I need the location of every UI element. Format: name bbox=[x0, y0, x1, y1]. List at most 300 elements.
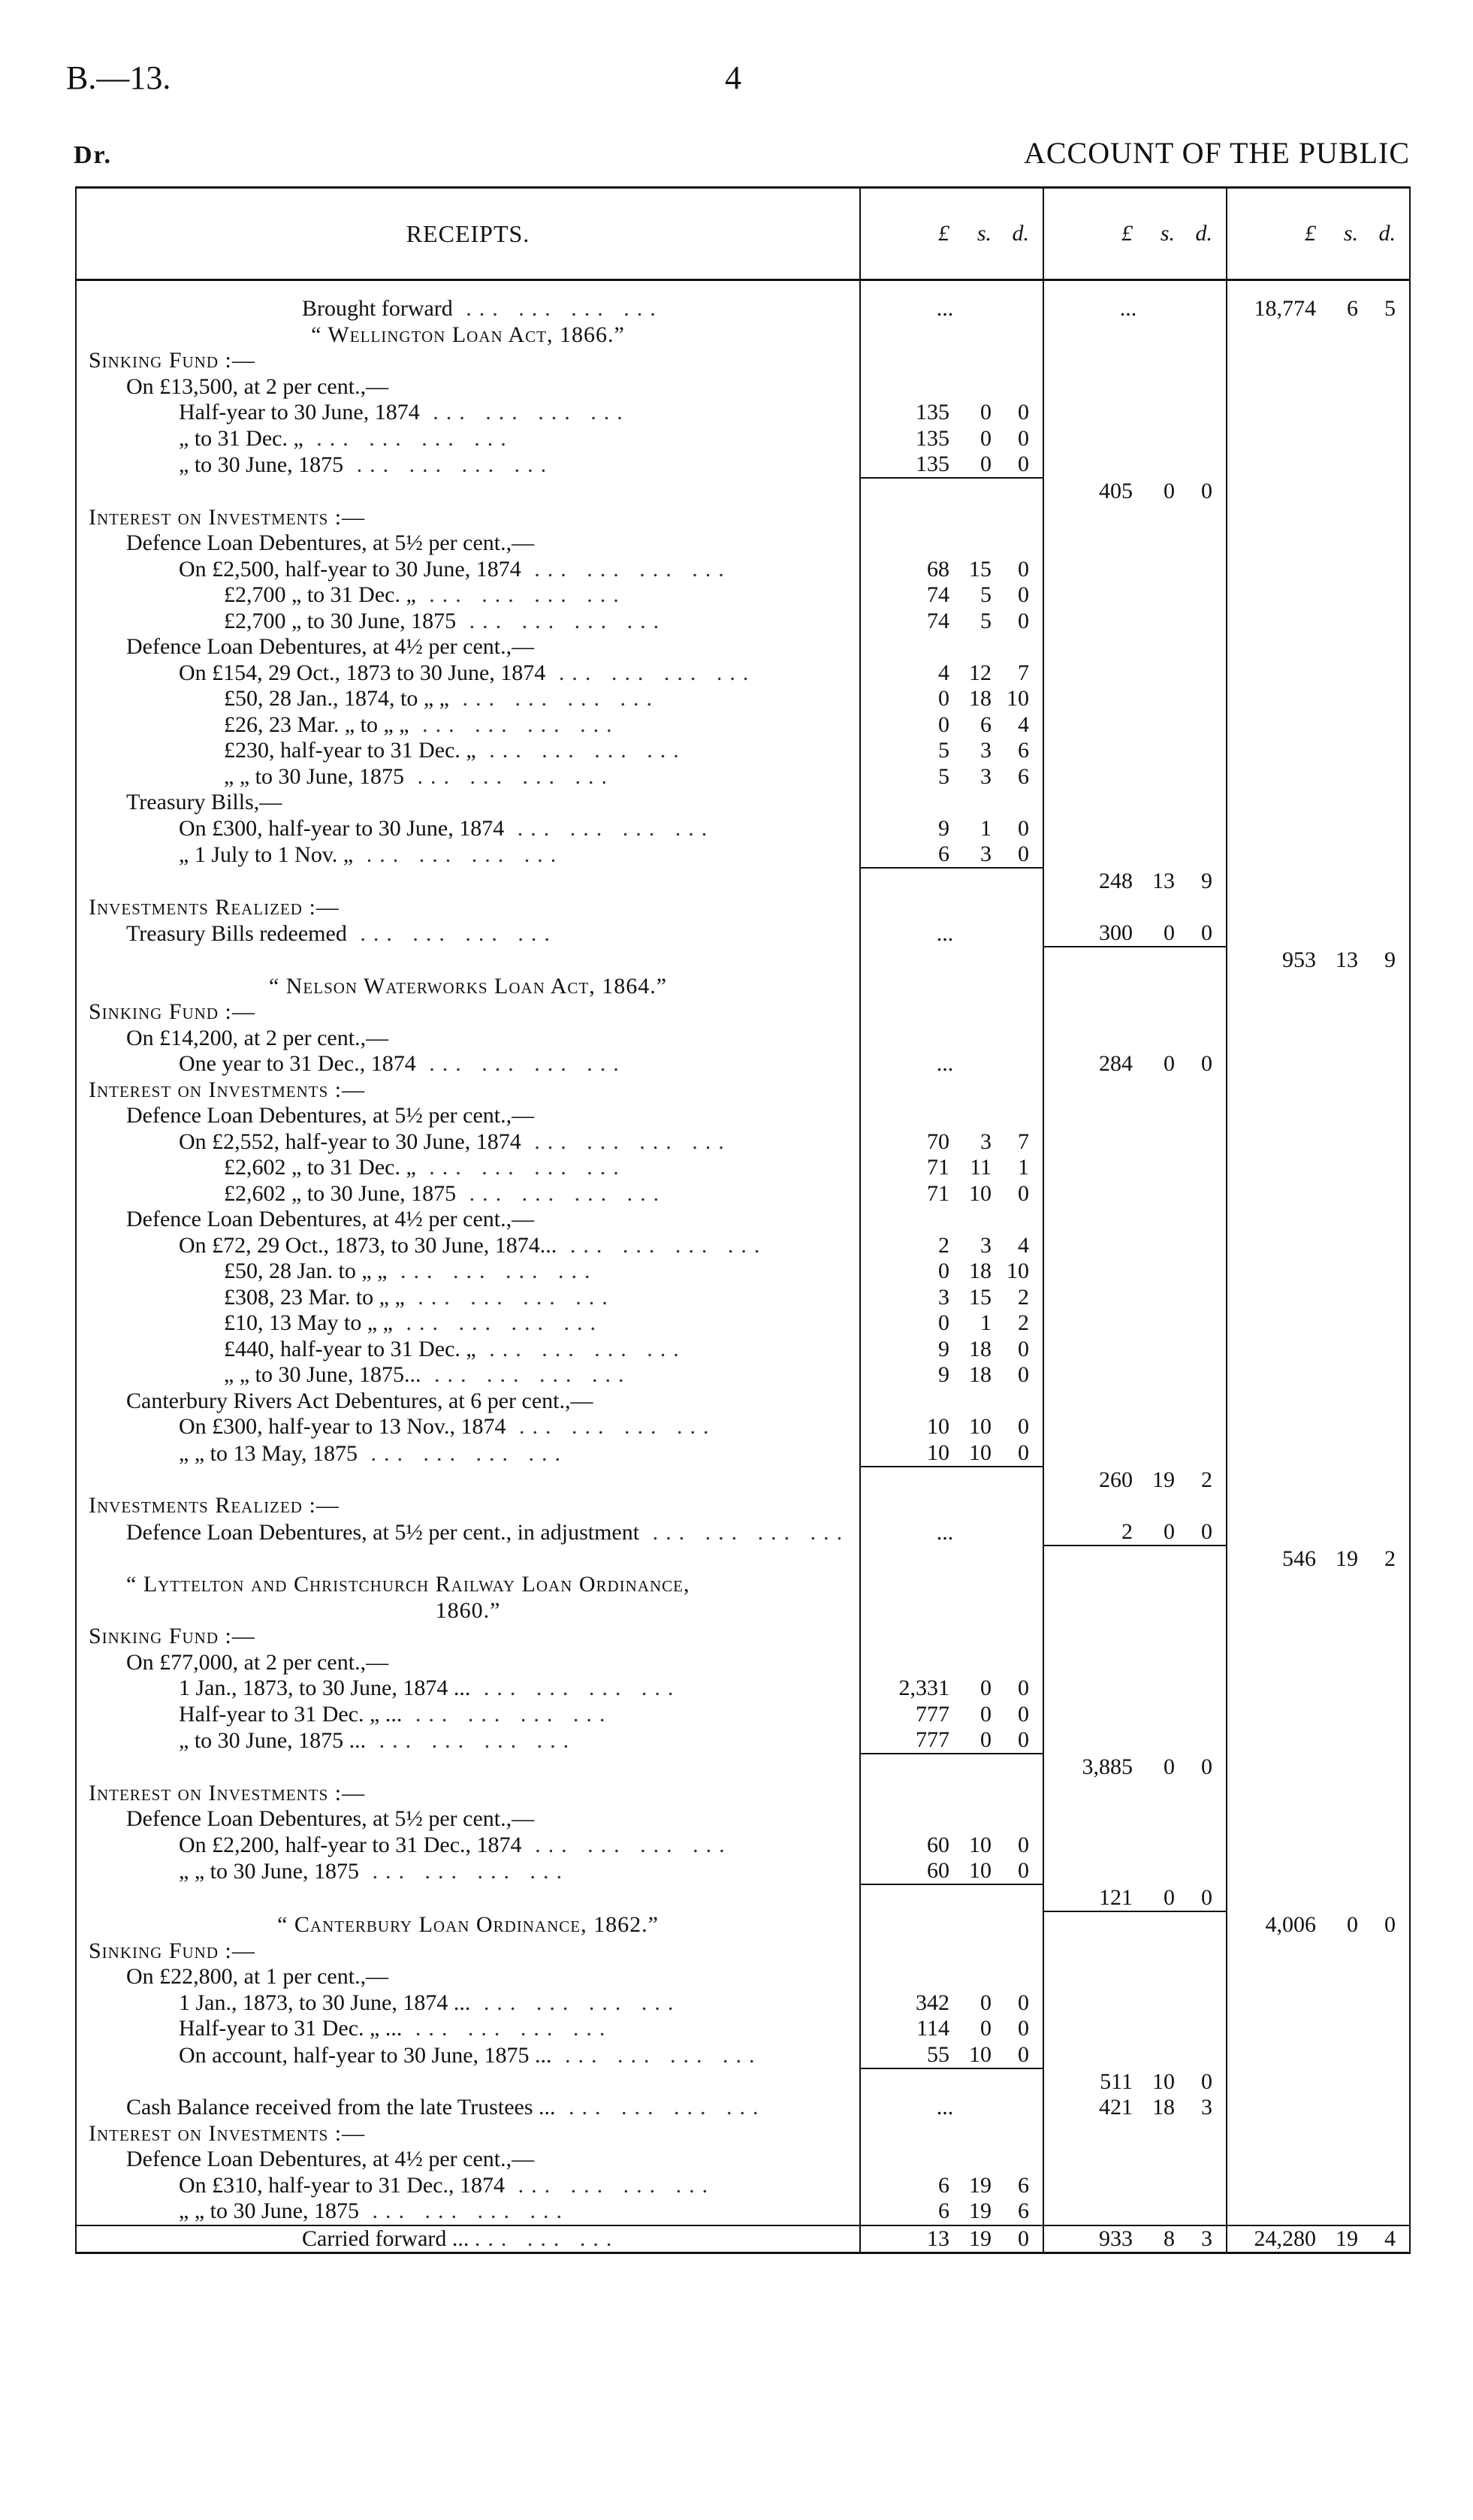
row-description bbox=[76, 1546, 860, 1573]
ledger-row bbox=[76, 738, 1410, 764]
amount-col-1: 9 1 0 bbox=[860, 816, 1043, 842]
ledger-row bbox=[76, 1858, 1410, 1885]
row-description: „ 1 July to 1 Nov. „ ... ... ... ... bbox=[179, 842, 564, 867]
row-description: On £72, 29 Oct., 1873, to 30 June, 1874... ... ... ... ... bbox=[179, 1232, 768, 1258]
row-description: Interest on Investments :— bbox=[89, 2120, 366, 2146]
amount-col-3 bbox=[1227, 1675, 1410, 1702]
amount-col-1 bbox=[860, 1467, 1043, 1494]
amount-col-3 bbox=[1227, 1990, 1410, 2017]
row-description: Cash Balance received from the late Trustees ... ... ... ... ... bbox=[126, 2095, 766, 2120]
amount-col-1 bbox=[860, 2147, 1043, 2173]
row-description: Defence Loan Debentures, at 4½ per cent.,— bbox=[126, 2147, 535, 2172]
amount-col-3-heading: £ s. d. bbox=[1227, 188, 1410, 280]
row-description bbox=[76, 2069, 860, 2095]
ledger-row bbox=[76, 1362, 1410, 1388]
row-description: Half-year to 31 Dec. „ ... ... ... ... ... bbox=[179, 1701, 613, 1727]
amount-col-3 bbox=[1227, 1026, 1410, 1052]
amount-col-3 bbox=[1227, 1440, 1410, 1467]
amount-col-1 bbox=[860, 1781, 1043, 1807]
amount-col-1: 68 15 0 bbox=[860, 557, 1043, 583]
row-description: „ „ to 30 June, 1875 ... ... ... ... bbox=[224, 763, 614, 789]
row-description: Sinking Fund :— bbox=[89, 999, 255, 1025]
row-description: £50, 28 Jan., 1874, to „ „ ... ... ... ... bbox=[224, 686, 660, 712]
amount-col-3 bbox=[1227, 505, 1410, 531]
amount-col-1 bbox=[860, 1938, 1043, 1965]
amount-col-3 bbox=[1227, 1051, 1410, 1077]
amount-col-2 bbox=[1043, 1026, 1227, 1052]
amount-col-1: 342 0 0 bbox=[860, 1990, 1043, 2017]
amount-col-3 bbox=[1227, 1806, 1410, 1833]
row-description: On £2,500, half-year to 30 June, 1874 ... ... ... ... bbox=[179, 556, 732, 582]
amount-col-2 bbox=[1043, 348, 1227, 374]
ledger-row bbox=[76, 1155, 1410, 1181]
ledger-row bbox=[76, 1598, 1410, 1624]
ledger-row bbox=[76, 660, 1410, 687]
amount-col-2 bbox=[1043, 634, 1227, 660]
ledger-row bbox=[76, 1181, 1410, 1207]
amount-col-3 bbox=[1227, 712, 1410, 739]
amount-col-3 bbox=[1227, 1650, 1410, 1676]
amount-col-1: 5 3 6 bbox=[860, 738, 1043, 764]
amount-col-1: ... bbox=[860, 920, 1043, 947]
ledger-row bbox=[76, 1414, 1410, 1440]
amount-col-3: 18,774 6 5 bbox=[1227, 296, 1410, 322]
ledger-row bbox=[76, 712, 1410, 739]
amount-col-1: 777 0 0 bbox=[860, 1702, 1043, 1728]
amount-col-3 bbox=[1227, 1181, 1410, 1207]
amount-col-3 bbox=[1227, 1207, 1410, 1233]
amount-col-1 bbox=[860, 322, 1043, 349]
amount-col-3 bbox=[1227, 764, 1410, 790]
ledger-row bbox=[76, 296, 1410, 322]
ledger-row bbox=[76, 2147, 1410, 2173]
amount-col-1-heading: £ s. d. bbox=[860, 188, 1043, 280]
amount-col-2 bbox=[1043, 582, 1227, 609]
amount-col-3 bbox=[1227, 1702, 1410, 1728]
amount-col-1: 70 3 7 bbox=[860, 1129, 1043, 1156]
amount-col-2 bbox=[1043, 322, 1227, 349]
amount-col-1: 0 1 2 bbox=[860, 1310, 1043, 1337]
row-description: „ to 31 Dec. „ ... ... ... ... bbox=[179, 425, 514, 451]
amount-col-1 bbox=[860, 947, 1043, 974]
amount-col-1: 135 0 0 bbox=[860, 426, 1043, 452]
ledger-row bbox=[76, 920, 1410, 947]
amount-col-2: ... bbox=[1043, 296, 1227, 322]
amount-col-2 bbox=[1043, 842, 1227, 869]
receipts-body bbox=[76, 296, 1410, 2225]
amount-col-1: 74 5 0 bbox=[860, 582, 1043, 609]
amount-col-1 bbox=[860, 374, 1043, 400]
amount-col-1: 55 10 0 bbox=[860, 2042, 1043, 2069]
row-description: £2,700 „ to 30 June, 1875 ... ... ... ... bbox=[224, 608, 667, 633]
row-description: On £13,500, at 2 per cent.,— bbox=[126, 373, 389, 399]
amount-col-2 bbox=[1043, 2042, 1227, 2069]
amount-col-2 bbox=[1043, 1258, 1227, 1285]
row-description: On account, half-year to 30 June, 1875 ... ... ... ... ... bbox=[179, 2042, 762, 2068]
amount-col-1: 114 0 0 bbox=[860, 2016, 1043, 2042]
row-description: “ Wellington Loan Act, 1866.” bbox=[311, 322, 625, 347]
amount-col-2 bbox=[1043, 1858, 1227, 1885]
amount-col-1 bbox=[860, 348, 1043, 374]
ledger-row bbox=[76, 1781, 1410, 1807]
amount-col-3 bbox=[1227, 1337, 1410, 1363]
amount-col-2 bbox=[1043, 1964, 1227, 1990]
row-description: £440, half-year to 31 Dec. „ ... ... ... ... bbox=[224, 1336, 687, 1361]
amount-col-2: 300 0 0 bbox=[1043, 920, 1227, 947]
row-description: Interest on Investments :— bbox=[89, 1780, 366, 1805]
row-description: Defence Loan Debentures, at 5½ per cent.,— bbox=[126, 1806, 535, 1832]
amount-col-2 bbox=[1043, 947, 1227, 974]
ledger-row bbox=[76, 557, 1410, 583]
amount-col-1 bbox=[860, 1598, 1043, 1624]
amount-col-1 bbox=[860, 1912, 1043, 1938]
amount-col-1 bbox=[860, 1650, 1043, 1676]
amount-col-2 bbox=[1043, 609, 1227, 635]
amount-col-1: 4 12 7 bbox=[860, 660, 1043, 687]
amount-col-1 bbox=[860, 1388, 1043, 1415]
amount-col-3 bbox=[1227, 1572, 1410, 1598]
ledger-row bbox=[76, 1675, 1410, 1702]
row-description: „ to 30 June, 1875 ... ... ... ... ... bbox=[179, 1728, 577, 1753]
subtotal-row bbox=[76, 1885, 1410, 1912]
carried-forward-row bbox=[76, 2225, 1410, 2253]
row-description: Canterbury Rivers Act Debentures, at 6 per cent.,— bbox=[126, 1388, 593, 1413]
row-description: Sinking Fund :— bbox=[89, 348, 255, 373]
page-number: 4 bbox=[725, 59, 741, 96]
amount-col-3 bbox=[1227, 660, 1410, 687]
row-description: „ „ to 30 June, 1875 ... ... ... ... bbox=[179, 1859, 569, 1884]
amount-col-2 bbox=[1043, 1702, 1227, 1728]
ledger-row bbox=[76, 2095, 1410, 2121]
carried-forward-amount-1: 13 19 0 bbox=[860, 2225, 1043, 2253]
amount-col-3 bbox=[1227, 1885, 1410, 1912]
row-description: 1 Jan., 1873, to 30 June, 1874 ... ... ... ... ... bbox=[179, 1675, 681, 1701]
amount-col-3 bbox=[1227, 1519, 1410, 1546]
ledger-row bbox=[76, 764, 1410, 790]
amount-col-2: 284 0 0 bbox=[1043, 1051, 1227, 1077]
row-description: Half-year to 30 June, 1874 ... ... ... ... bbox=[179, 400, 630, 425]
amount-col-2 bbox=[1043, 1077, 1227, 1104]
amount-col-3 bbox=[1227, 2016, 1410, 2042]
amount-col-1: ... bbox=[860, 296, 1043, 322]
amount-col-1 bbox=[860, 1207, 1043, 1233]
row-description: Defence Loan Debentures, at 4½ per cent.,— bbox=[126, 634, 535, 660]
amount-col-1: 135 0 0 bbox=[860, 452, 1043, 479]
row-description bbox=[76, 1467, 860, 1494]
amount-col-1: 9 18 0 bbox=[860, 1337, 1043, 1363]
amount-col-3 bbox=[1227, 999, 1410, 1026]
ledger-row bbox=[76, 1493, 1410, 1519]
ledger-row bbox=[76, 1129, 1410, 1156]
amount-col-2 bbox=[1043, 374, 1227, 400]
amount-col-2 bbox=[1043, 895, 1227, 921]
ledger-row bbox=[76, 686, 1410, 712]
amount-col-1 bbox=[860, 1754, 1043, 1781]
amount-col-2 bbox=[1043, 530, 1227, 557]
amount-col-2: 248 13 9 bbox=[1043, 869, 1227, 895]
amount-col-3 bbox=[1227, 1624, 1410, 1650]
amount-col-3 bbox=[1227, 1233, 1410, 1259]
ledger-row bbox=[76, 426, 1410, 452]
amount-col-1: 5 3 6 bbox=[860, 764, 1043, 790]
amount-col-2: 405 0 0 bbox=[1043, 479, 1227, 505]
amount-col-1: 0 6 4 bbox=[860, 712, 1043, 739]
amount-col-3 bbox=[1227, 1285, 1410, 1311]
amount-col-3 bbox=[1227, 895, 1410, 921]
ledger-row bbox=[76, 2121, 1410, 2147]
amount-col-3 bbox=[1227, 426, 1410, 452]
amount-col-1 bbox=[860, 1493, 1043, 1519]
amount-col-2 bbox=[1043, 1650, 1227, 1676]
ledger-row bbox=[76, 1702, 1410, 1728]
row-description: £26, 23 Mar. „ to „ „ ... ... ... ... bbox=[224, 712, 620, 737]
ledger-row bbox=[76, 1285, 1410, 1311]
amount-col-1: 60 10 0 bbox=[860, 1858, 1043, 1885]
amount-col-1: 60 10 0 bbox=[860, 1833, 1043, 1859]
amount-col-3 bbox=[1227, 2095, 1410, 2121]
amount-col-1 bbox=[860, 479, 1043, 505]
row-description: Investments Realized :— bbox=[89, 894, 340, 920]
row-description: One year to 31 Dec., 1874 ... ... ... ... bbox=[179, 1051, 626, 1077]
amount-col-1: 6 3 0 bbox=[860, 842, 1043, 869]
subtotal-row bbox=[76, 1546, 1410, 1573]
row-description: On £77,000, at 2 per cent.,— bbox=[126, 1649, 389, 1675]
ledger-row bbox=[76, 790, 1410, 816]
account-title: ACCOUNT OF THE PUBLIC bbox=[1023, 136, 1410, 170]
amount-col-1 bbox=[860, 634, 1043, 660]
subtotal-row bbox=[76, 1754, 1410, 1781]
amount-col-1 bbox=[860, 505, 1043, 531]
amount-col-2 bbox=[1043, 1806, 1227, 1833]
ledger-row bbox=[76, 452, 1410, 479]
row-description bbox=[76, 479, 860, 505]
amount-col-1: 6 19 6 bbox=[860, 2198, 1043, 2225]
amount-col-2 bbox=[1043, 1310, 1227, 1337]
ledger-row bbox=[76, 1650, 1410, 1676]
ledger-row bbox=[76, 1519, 1410, 1546]
receipts-table bbox=[75, 186, 1411, 2254]
ledger-row bbox=[76, 1624, 1410, 1650]
amount-col-2 bbox=[1043, 738, 1227, 764]
row-description bbox=[76, 947, 860, 974]
amount-col-1 bbox=[860, 1103, 1043, 1129]
amount-col-3 bbox=[1227, 1493, 1410, 1519]
row-description bbox=[76, 1754, 860, 1781]
amount-col-2 bbox=[1043, 452, 1227, 479]
row-description: “ Nelson Waterworks Loan Act, 1864.” bbox=[268, 973, 668, 999]
amount-col-3: 4,006 0 0 bbox=[1227, 1912, 1410, 1938]
amount-col-2 bbox=[1043, 426, 1227, 452]
amount-col-2 bbox=[1043, 1990, 1227, 2017]
amount-col-3 bbox=[1227, 2069, 1410, 2095]
row-description: On £2,552, half-year to 30 June, 1874 ... ... ... ... bbox=[179, 1129, 732, 1154]
amount-col-3 bbox=[1227, 400, 1410, 426]
ledger-row bbox=[76, 1990, 1410, 2017]
amount-col-3 bbox=[1227, 738, 1410, 764]
receipts-heading: RECEIPTS. bbox=[76, 188, 860, 280]
amount-col-1: 135 0 0 bbox=[860, 400, 1043, 426]
amount-col-2: 421 18 3 bbox=[1043, 2095, 1227, 2121]
amount-col-2 bbox=[1043, 2198, 1227, 2225]
amount-col-1: 74 5 0 bbox=[860, 609, 1043, 635]
subtotal-row bbox=[76, 479, 1410, 505]
ledger-row bbox=[76, 1207, 1410, 1233]
amount-col-1: 2,331 0 0 bbox=[860, 1675, 1043, 1702]
ledger-row bbox=[76, 816, 1410, 842]
amount-col-3 bbox=[1227, 1727, 1410, 1754]
amount-col-2 bbox=[1043, 712, 1227, 739]
amount-col-1 bbox=[860, 999, 1043, 1026]
row-description: “ Canterbury Loan Ordinance, 1862.” bbox=[277, 1912, 659, 1938]
amount-col-1: 0 18 10 bbox=[860, 1258, 1043, 1285]
amount-col-2 bbox=[1043, 505, 1227, 531]
amount-col-1 bbox=[860, 1624, 1043, 1650]
row-description: „ „ to 30 June, 1875... ... ... ... ... bbox=[224, 1362, 632, 1388]
ledger-row bbox=[76, 1337, 1410, 1363]
amount-col-3 bbox=[1227, 1467, 1410, 1494]
amount-col-3: 953 13 9 bbox=[1227, 947, 1410, 974]
row-description: 1 Jan., 1873, to 30 June, 1874 ... ... ... ... ... bbox=[179, 1990, 681, 2015]
amount-col-2-heading: £ s. d. bbox=[1043, 188, 1227, 280]
amount-col-2 bbox=[1043, 686, 1227, 712]
amount-col-3 bbox=[1227, 609, 1410, 635]
amount-col-3 bbox=[1227, 2147, 1410, 2173]
amount-col-2 bbox=[1043, 2147, 1227, 2173]
ledger-row bbox=[76, 505, 1410, 531]
ledger-row bbox=[76, 400, 1410, 426]
row-description: £2,700 „ to 31 Dec. „ ... ... ... ... bbox=[224, 582, 626, 608]
amount-col-2 bbox=[1043, 1493, 1227, 1519]
amount-col-2 bbox=[1043, 1181, 1227, 1207]
amount-col-2 bbox=[1043, 816, 1227, 842]
ledger-row bbox=[76, 1727, 1410, 1754]
amount-col-3 bbox=[1227, 322, 1410, 349]
amount-col-2 bbox=[1043, 1103, 1227, 1129]
amount-col-2 bbox=[1043, 974, 1227, 1000]
amount-col-1: 9 18 0 bbox=[860, 1362, 1043, 1388]
row-description: On £310, half-year to 31 Dec., 1874 ... ... ... ... bbox=[179, 2172, 716, 2198]
carried-forward-amount-3: 24,280 19 4 bbox=[1227, 2225, 1410, 2253]
ledger-row bbox=[76, 634, 1410, 660]
ledger-row bbox=[76, 2198, 1410, 2225]
amount-col-1 bbox=[860, 790, 1043, 816]
row-description: „ „ to 30 June, 1875 ... ... ... ... bbox=[179, 2198, 569, 2224]
amount-col-2 bbox=[1043, 1388, 1227, 1415]
amount-col-2 bbox=[1043, 1675, 1227, 1702]
amount-col-1: ... bbox=[860, 2095, 1043, 2121]
amount-col-2 bbox=[1043, 1938, 1227, 1965]
amount-col-3 bbox=[1227, 1754, 1410, 1781]
page-id: B.—13. bbox=[66, 59, 171, 96]
row-description: „ to 30 June, 1875 ... ... ... ... bbox=[179, 452, 554, 477]
ledger-row bbox=[76, 1051, 1410, 1077]
amount-col-3 bbox=[1227, 374, 1410, 400]
amount-col-2 bbox=[1043, 790, 1227, 816]
row-description: £2,602 „ to 30 June, 1875 ... ... ... ... bbox=[224, 1180, 667, 1206]
amount-col-3 bbox=[1227, 1781, 1410, 1807]
ledger-row bbox=[76, 895, 1410, 921]
ledger-row bbox=[76, 1103, 1410, 1129]
carried-forward-label: Carried forward ... ... ... ... bbox=[76, 2225, 860, 2253]
row-description: £230, half-year to 31 Dec. „ ... ... ... ... bbox=[224, 738, 687, 763]
amount-col-1 bbox=[860, 1885, 1043, 1912]
amount-col-1: ... bbox=[860, 1519, 1043, 1546]
table-header bbox=[76, 188, 1410, 280]
amount-col-2: 260 19 2 bbox=[1043, 1467, 1227, 1494]
ledger-row bbox=[76, 1833, 1410, 1859]
amount-col-3 bbox=[1227, 1258, 1410, 1285]
row-description: Defence Loan Debentures, at 4½ per cent.,— bbox=[126, 1207, 535, 1232]
carried-forward-amount-2: 933 8 3 bbox=[1043, 2225, 1227, 2253]
amount-col-3 bbox=[1227, 1938, 1410, 1965]
amount-col-2 bbox=[1043, 1285, 1227, 1311]
ledger-row bbox=[76, 1440, 1410, 1467]
amount-col-3 bbox=[1227, 479, 1410, 505]
amount-col-3 bbox=[1227, 1388, 1410, 1415]
ledger-row bbox=[76, 530, 1410, 557]
amount-col-1 bbox=[860, 974, 1043, 1000]
ledger-row bbox=[76, 609, 1410, 635]
amount-col-2 bbox=[1043, 1598, 1227, 1624]
row-description: Brought forward ... ... ... ... bbox=[302, 296, 663, 322]
ledger-row bbox=[76, 974, 1410, 1000]
amount-col-2: 2 0 0 bbox=[1043, 1519, 1227, 1546]
subtotal-row bbox=[76, 2069, 1410, 2095]
row-description: Sinking Fund :— bbox=[89, 1938, 255, 1963]
amount-col-1 bbox=[860, 2121, 1043, 2147]
row-description: Investments Realized :— bbox=[89, 1493, 340, 1518]
amount-col-2 bbox=[1043, 2016, 1227, 2042]
subtotal-row bbox=[76, 869, 1410, 895]
amount-col-3 bbox=[1227, 1858, 1410, 1885]
amount-col-2 bbox=[1043, 1440, 1227, 1467]
row-description: “ Lyttelton and Christchurch Railway Loan Ordinance, bbox=[126, 1572, 690, 1597]
amount-col-1 bbox=[860, 1806, 1043, 1833]
amount-col-2 bbox=[1043, 1624, 1227, 1650]
ledger-row bbox=[76, 1258, 1410, 1285]
amount-col-2 bbox=[1043, 1833, 1227, 1859]
ledger-row bbox=[76, 1938, 1410, 1965]
row-description: Defence Loan Debentures, at 5½ per cent., in adjustment ... ... ... ... bbox=[126, 1519, 850, 1545]
ledger-row bbox=[76, 322, 1410, 349]
amount-col-3 bbox=[1227, 1310, 1410, 1337]
amount-col-3 bbox=[1227, 557, 1410, 583]
row-description: £10, 13 May to „ „ ... ... ... ... bbox=[224, 1310, 603, 1336]
row-description: Interest on Investments :— bbox=[89, 504, 366, 530]
amount-col-1: 3 15 2 bbox=[860, 1285, 1043, 1311]
amount-col-1: 10 10 0 bbox=[860, 1440, 1043, 1467]
amount-col-1: ... bbox=[860, 1051, 1043, 1077]
amount-col-2 bbox=[1043, 1781, 1227, 1807]
amount-col-1 bbox=[860, 1572, 1043, 1598]
amount-col-3 bbox=[1227, 634, 1410, 660]
row-description: On £300, half-year to 30 June, 1874 ... ... ... ... bbox=[179, 815, 715, 841]
amount-col-1: 6 19 6 bbox=[860, 2173, 1043, 2199]
row-description: Treasury Bills,— bbox=[126, 790, 282, 815]
row-description: On £300, half-year to 13 Nov., 1874 ... ... ... ... bbox=[179, 1414, 717, 1440]
amount-col-3 bbox=[1227, 2173, 1410, 2199]
ledger-row bbox=[76, 999, 1410, 1026]
ledger-row bbox=[76, 582, 1410, 609]
amount-col-3 bbox=[1227, 348, 1410, 374]
amount-col-3 bbox=[1227, 869, 1410, 895]
ledger-row bbox=[76, 348, 1410, 374]
amount-col-2: 511 10 0 bbox=[1043, 2069, 1227, 2095]
amount-col-1: 777 0 0 bbox=[860, 1727, 1043, 1754]
amount-col-2 bbox=[1043, 764, 1227, 790]
side-label: Dr. bbox=[74, 141, 113, 169]
amount-col-3 bbox=[1227, 790, 1410, 816]
